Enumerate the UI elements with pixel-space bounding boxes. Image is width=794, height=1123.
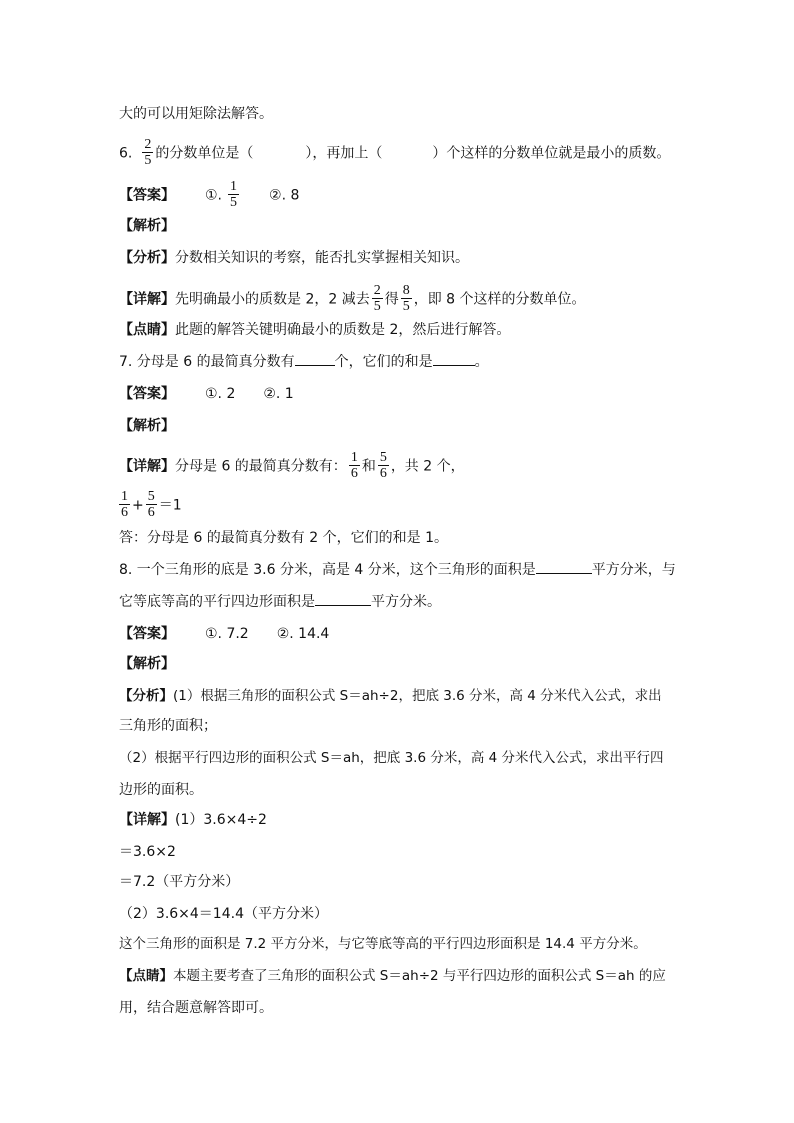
q7-xiangjie: 【详解】分母是 6 的最简真分数有： $\frac{1}{6}$ 和 $\frac{5}{6}$ ，共 2 个，	[119, 450, 465, 481]
q8-fenxi-3: （2）根据平行四边形的面积公式 S＝ah，把底 3.6 分米，高 4 分米代入公式，求出平行四	[119, 750, 664, 766]
q7-sum: $\frac{1}{6}$ + $\frac{5}{6}$ ＝1	[121, 489, 182, 520]
q8-xiangjie-2: ＝3.6×2	[119, 844, 176, 860]
q8-dianjing-1: 【点睛】本题主要考查了三角形的面积公式 S＝ah÷2 与平行四边形的面积公式 S＝ah 的应	[119, 968, 666, 984]
q8-question-line-1: 8. 一个三角形的底是 3.6 分米，高是 4 分米，这个三角形的面积是 平方分米，与	[119, 562, 676, 578]
q7-fraction-2: $\frac{5}{6}$	[379, 450, 387, 481]
q7-blank-2	[433, 353, 475, 366]
q8-jiexi: 【解析】	[119, 656, 175, 672]
q7-fraction-1: $\frac{1}{6}$	[350, 450, 358, 481]
q6-xiangjie-fraction-2: $\frac{8}{5}$	[402, 283, 410, 314]
q6-xiangjie-fraction-1: $\frac{2}{5}$	[373, 283, 381, 314]
q7-da: 答：分母是 6 的最简真分数有 2 个，它们的和是 1。	[119, 530, 448, 546]
q8-blank-2	[315, 593, 371, 606]
q7-sum-fraction-1: $\frac{1}{6}$	[121, 489, 128, 520]
q6-fenxi: 【分析】分数相关知识的考察，能否扎实掌握相关知识。	[119, 250, 469, 266]
q8-answer: 【答案】 ①. 7.2 ②. 14.4	[119, 626, 330, 642]
q8-fenxi-2: 三角形的面积；	[119, 718, 217, 734]
q6-fraction: $\frac{2}{5}$	[144, 137, 152, 168]
q6-dianjing: 【点睛】此题的解答关键明确最小的质数是 2，然后进行解答。	[119, 322, 511, 338]
q8-question-line-2: 它等底等高的平行四边形面积是 平方分米。	[119, 594, 441, 610]
q6-xiangjie: 【详解】先明确最小的质数是 2，2 减去 $\frac{2}{5}$ 得 $\frac{8}{5}$ ，即 8 个这样的分数单位。	[119, 283, 586, 314]
q8-dianjing-2: 用，结合题意解答即可。	[119, 1000, 273, 1016]
q7-jiexi: 【解析】	[119, 418, 175, 434]
q7-answer: 【答案】 ①. 2 ②. 1	[119, 386, 294, 402]
q6-number: 6.	[119, 145, 133, 162]
q6-jiexi: 【解析】	[119, 218, 175, 234]
q8-fenxi-4: 边形的面积。	[119, 782, 203, 798]
q6-answer: 【答案】 ①. $\frac{1}{5}$ ②. 8	[119, 179, 300, 210]
q7-question: 7. 分母是 6 的最简真分数有 个，它们的和是 。	[119, 354, 489, 370]
q8-blank-1	[536, 561, 592, 574]
q8-conclusion: 这个三角形的面积是 7.2 平方分米，与它等底等高的平行四边形面积是 14.4 平方分米。	[119, 936, 647, 952]
q5-tail: 大的可以用矩除法解答。	[119, 106, 273, 122]
q8-xiangjie-1: 【详解】(1）3.6×4÷2	[119, 812, 267, 828]
q7-sum-fraction-2: $\frac{5}{6}$	[147, 489, 155, 520]
q8-xiangjie-3: ＝7.2（平方分米）	[119, 874, 240, 890]
q8-xiangjie-4: （2）3.6×4＝14.4（平方分米）	[119, 906, 328, 922]
q6-answer-fraction: $\frac{1}{5}$	[230, 179, 238, 210]
q6-question: 6. $\frac{2}{5}$ 的分数单位是（ ），再加上（ ）个这样的分数单位就是最小的质数。	[119, 137, 671, 168]
q7-blank-1	[295, 353, 335, 366]
q8-fenxi-1: 【分析】(1）根据三角形的面积公式 S＝ah÷2，把底 3.6 分米，高 4 分米代入公式，求出	[119, 688, 662, 704]
